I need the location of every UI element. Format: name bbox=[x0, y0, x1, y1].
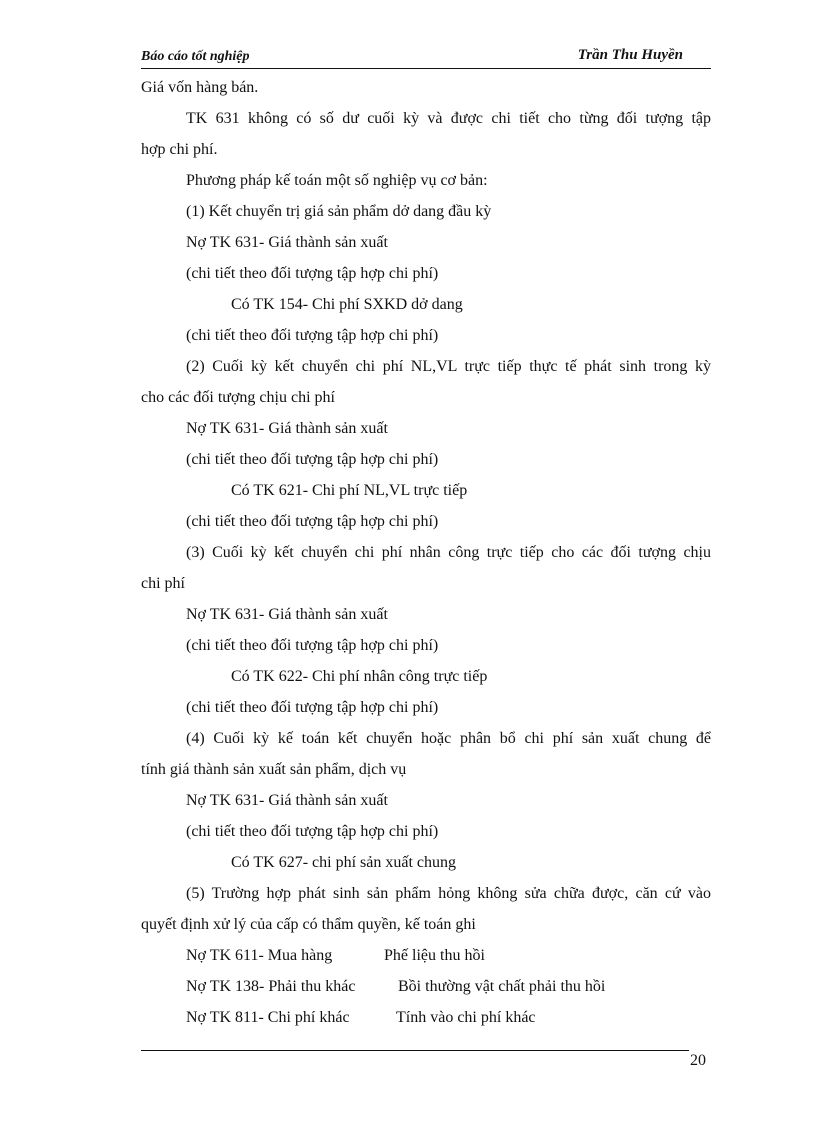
entry-note: Tính vào chi phí khác bbox=[396, 1009, 536, 1026]
text-line: TK 631 không có số dư cuối kỳ và được chi tiết cho từng đối tượng tập bbox=[186, 110, 711, 127]
text-line: Giá vốn hàng bán. bbox=[141, 79, 259, 96]
entry-note: Phế liệu thu hồi bbox=[384, 947, 485, 964]
text-line: tính giá thành sản xuất sản phẩm, dịch vụ bbox=[141, 761, 407, 778]
detail-note: (chi tiết theo đối tượng tập hợp chi phí) bbox=[186, 699, 439, 716]
text-line: (4) Cuối kỳ kế toán kết chuyển hoặc phân bổ chi phí sản xuất chung để bbox=[186, 730, 711, 747]
text-line: (2) Cuối kỳ kết chuyển chi phí NL,VL trực tiếp thực tế phát sinh trong kỳ bbox=[186, 358, 711, 375]
page-number: 20 bbox=[690, 1052, 706, 1069]
debit-entry-row bbox=[141, 940, 711, 971]
document-body bbox=[141, 72, 711, 1033]
debit-entry: Nợ TK 631- Giá thành sản xuất bbox=[186, 792, 388, 809]
debit-entry: Nợ TK 631- Giá thành sản xuất bbox=[186, 234, 388, 251]
debit-entry-row bbox=[141, 971, 711, 1002]
text-line: (1) Kết chuyển trị giá sản phẩm dở dang đầu kỳ bbox=[186, 203, 492, 220]
debit-entry: Nợ TK 631- Giá thành sản xuất bbox=[186, 606, 388, 623]
text-line: (3) Cuối kỳ kết chuyển chi phí nhân công trực tiếp cho các đối tượng chịu bbox=[186, 544, 711, 561]
detail-note: (chi tiết theo đối tượng tập hợp chi phí) bbox=[186, 327, 439, 344]
text-line: chi phí bbox=[141, 575, 185, 592]
detail-note: (chi tiết theo đối tượng tập hợp chi phí) bbox=[186, 451, 439, 468]
debit-entry-row bbox=[141, 1002, 711, 1033]
text-line: hợp chi phí. bbox=[141, 141, 218, 158]
entry-note: Bồi thường vật chất phải thu hồi bbox=[398, 978, 606, 995]
text-line: quyết định xử lý của cấp có thẩm quyền, kế toán ghi bbox=[141, 916, 476, 933]
credit-entry: Có TK 622- Chi phí nhân công trực tiếp bbox=[231, 668, 488, 685]
account-label: Nợ TK 138- Phải thu khác bbox=[186, 978, 356, 995]
detail-note: (chi tiết theo đối tượng tập hợp chi phí) bbox=[186, 823, 439, 840]
account-label: Nợ TK 811- Chi phí khác bbox=[186, 1009, 350, 1026]
credit-entry: Có TK 154- Chi phí SXKD dở dang bbox=[231, 296, 463, 313]
author-name: Trần Thu Huyền bbox=[577, 47, 683, 63]
detail-note: (chi tiết theo đối tượng tập hợp chi phí) bbox=[186, 513, 439, 530]
credit-entry: Có TK 621- Chi phí NL,VL trực tiếp bbox=[231, 482, 468, 499]
account-label: Nợ TK 611- Mua hàng bbox=[186, 947, 333, 964]
detail-note: (chi tiết theo đối tượng tập hợp chi phí) bbox=[186, 637, 439, 654]
text-line: Phương pháp kế toán một số nghiệp vụ cơ bản: bbox=[186, 172, 488, 189]
page-header bbox=[141, 46, 711, 69]
text-line: (5) Trường hợp phát sinh sản phẩm hỏng không sửa chữa được, căn cứ vào bbox=[186, 885, 711, 902]
detail-note: (chi tiết theo đối tượng tập hợp chi phí) bbox=[186, 265, 439, 282]
report-title: Báo cáo tốt nghiệp bbox=[141, 49, 250, 64]
credit-entry: Có TK 627- chi phí sản xuất chung bbox=[231, 854, 457, 871]
footer-divider bbox=[141, 1050, 689, 1051]
text-line: cho các đối tượng chịu chi phí bbox=[141, 389, 335, 406]
debit-entry: Nợ TK 631- Giá thành sản xuất bbox=[186, 420, 388, 437]
